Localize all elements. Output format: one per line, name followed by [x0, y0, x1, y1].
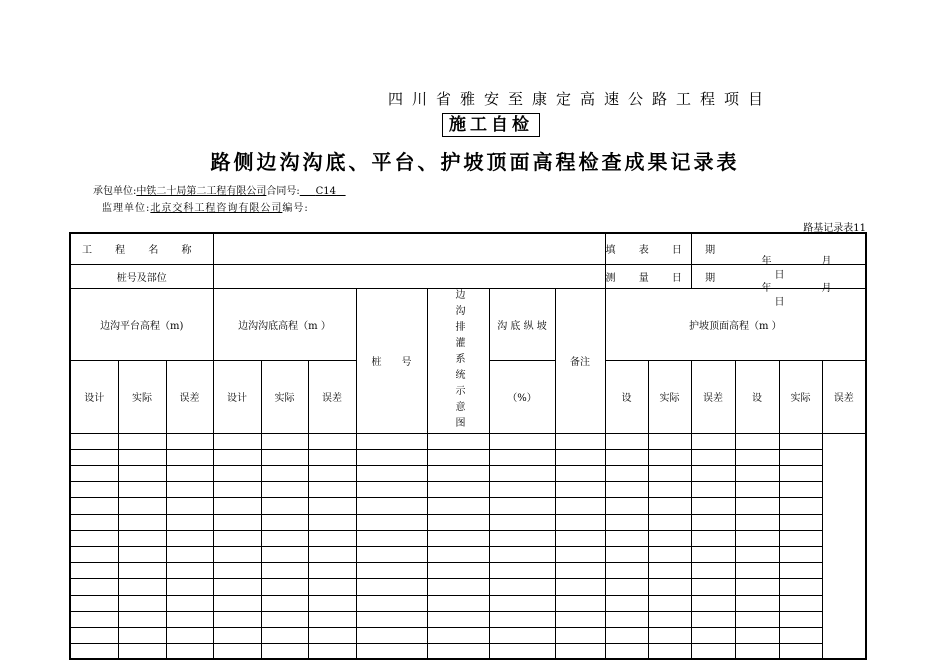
data-cell[interactable] — [166, 481, 213, 497]
data-cell[interactable] — [605, 433, 648, 449]
data-row — [70, 562, 866, 578]
data-cell[interactable] — [308, 627, 356, 643]
data-cell[interactable] — [261, 546, 308, 562]
data-row — [70, 578, 866, 595]
data-cell[interactable] — [489, 611, 555, 627]
data-cell[interactable] — [427, 627, 489, 643]
data-cell[interactable] — [356, 562, 427, 578]
data-cell[interactable] — [648, 514, 691, 530]
data-cell[interactable] — [489, 433, 555, 449]
data-cell[interactable] — [70, 611, 118, 627]
data-cell[interactable] — [735, 562, 779, 578]
data-cell[interactable] — [213, 514, 261, 530]
data-row — [70, 514, 866, 530]
data-cell[interactable] — [70, 643, 118, 659]
data-cell[interactable] — [779, 497, 822, 514]
data-cell[interactable] — [261, 433, 308, 449]
data-cell[interactable] — [70, 627, 118, 643]
data-cell[interactable] — [118, 497, 166, 514]
data-cell[interactable] — [735, 530, 779, 546]
data-cell[interactable] — [489, 562, 555, 578]
data-row — [70, 449, 866, 465]
data-cell[interactable] — [166, 562, 213, 578]
contract-number: C14 — [315, 186, 337, 197]
data-cell[interactable] — [605, 449, 648, 465]
data-cell[interactable] — [261, 595, 308, 611]
data-cell[interactable] — [691, 514, 735, 530]
data-cell[interactable] — [70, 497, 118, 514]
data-cell[interactable] — [489, 514, 555, 530]
data-cell[interactable] — [489, 627, 555, 643]
data-cell[interactable] — [605, 562, 648, 578]
data-cell[interactable] — [118, 578, 166, 595]
data-cell[interactable] — [605, 546, 648, 562]
data-cell[interactable] — [691, 546, 735, 562]
data-cell[interactable] — [213, 481, 261, 497]
data-cell[interactable] — [166, 530, 213, 546]
data-cell[interactable] — [605, 497, 648, 514]
data-cell[interactable] — [489, 546, 555, 562]
data-cell[interactable] — [70, 578, 118, 595]
data-cell[interactable] — [691, 611, 735, 627]
data-cell[interactable] — [648, 627, 691, 643]
data-row — [70, 465, 866, 481]
data-cell[interactable] — [648, 595, 691, 611]
data-cell[interactable] — [308, 546, 356, 562]
data-cell[interactable] — [489, 449, 555, 465]
data-cell[interactable] — [489, 465, 555, 481]
data-row — [70, 497, 866, 514]
data-cell[interactable] — [70, 465, 118, 481]
data-cell[interactable] — [70, 514, 118, 530]
data-cell[interactable] — [779, 514, 822, 530]
data-cell[interactable] — [213, 433, 261, 449]
inspection-table — [69, 232, 867, 660]
data-cell[interactable] — [356, 433, 427, 449]
data-cell[interactable] — [691, 578, 735, 595]
data-cell[interactable] — [605, 611, 648, 627]
station-field[interactable] — [213, 264, 605, 288]
data-cell[interactable] — [261, 449, 308, 465]
contract-label: 合同号: — [266, 186, 300, 197]
data-cell[interactable] — [691, 530, 735, 546]
data-cell[interactable] — [308, 595, 356, 611]
data-cell[interactable] — [166, 546, 213, 562]
data-cell[interactable] — [489, 530, 555, 546]
platform-design-header: 设计 — [70, 361, 118, 434]
data-cell[interactable] — [735, 627, 779, 643]
data-cell[interactable] — [735, 546, 779, 562]
protect-error-header-1: 误差 — [691, 361, 735, 434]
data-cell[interactable] — [261, 530, 308, 546]
data-cell[interactable] — [555, 562, 605, 578]
data-cell[interactable] — [356, 514, 427, 530]
data-row — [70, 627, 866, 643]
data-cell[interactable] — [648, 433, 691, 449]
data-cell[interactable] — [166, 595, 213, 611]
data-cell[interactable] — [70, 562, 118, 578]
data-cell[interactable] — [166, 433, 213, 449]
data-cell[interactable] — [356, 611, 427, 627]
station-number-header: 桩 号 — [356, 288, 427, 433]
number-label: 编号: — [282, 203, 309, 214]
group-header-row — [70, 288, 866, 361]
data-cell[interactable] — [118, 595, 166, 611]
data-cell[interactable] — [779, 562, 822, 578]
data-cell[interactable] — [779, 578, 822, 595]
data-cell[interactable] — [735, 465, 779, 481]
data-cell[interactable] — [213, 643, 261, 659]
supervisor-line — [102, 199, 309, 214]
data-cell[interactable] — [308, 481, 356, 497]
form-number: 路基记录表11 — [803, 223, 866, 234]
data-cell[interactable] — [605, 465, 648, 481]
platform-error-header: 误差 — [166, 361, 213, 434]
fill-date-label: 填 表 日 期 — [605, 233, 691, 264]
data-cell[interactable] — [605, 481, 648, 497]
data-cell[interactable] — [308, 611, 356, 627]
data-cell[interactable] — [213, 562, 261, 578]
data-row — [70, 546, 866, 562]
data-cell[interactable] — [308, 514, 356, 530]
data-cell[interactable] — [213, 465, 261, 481]
data-cell[interactable] — [779, 627, 822, 643]
data-cell[interactable] — [555, 514, 605, 530]
data-row — [70, 595, 866, 611]
data-cell[interactable] — [427, 643, 489, 659]
data-cell[interactable] — [427, 514, 489, 530]
data-cell[interactable] — [118, 465, 166, 481]
data-cell[interactable] — [308, 530, 356, 546]
contractor-label: 承包单位: — [93, 186, 137, 197]
data-cell[interactable] — [648, 449, 691, 465]
protect-design-header-1: 设 — [605, 361, 648, 434]
measure-date-label: 测 量 日 期 — [605, 264, 691, 288]
data-cell[interactable] — [213, 595, 261, 611]
data-cell[interactable] — [261, 578, 308, 595]
data-cell[interactable] — [779, 449, 822, 465]
data-cell[interactable] — [118, 643, 166, 659]
contractor-line — [93, 182, 346, 197]
data-cell[interactable] — [356, 546, 427, 562]
remarks-header: 备注 — [555, 288, 605, 433]
data-cell[interactable] — [427, 449, 489, 465]
drainage-diagram-label: 边沟排灌系统示意图 — [453, 288, 465, 433]
data-cell[interactable] — [779, 481, 822, 497]
data-cell[interactable] — [308, 449, 356, 465]
data-cell[interactable] — [166, 611, 213, 627]
project-name-field[interactable] — [213, 233, 605, 264]
data-cell[interactable] — [779, 433, 822, 449]
bottom-error-header: 误差 — [308, 361, 356, 434]
measure-date-day: 日 — [774, 297, 785, 308]
data-cell[interactable] — [489, 578, 555, 595]
data-cell[interactable] — [166, 578, 213, 595]
data-cell[interactable] — [691, 433, 735, 449]
data-cell[interactable] — [356, 627, 427, 643]
data-cell[interactable] — [308, 643, 356, 659]
data-cell[interactable] — [648, 497, 691, 514]
data-cell[interactable] — [555, 449, 605, 465]
data-cell[interactable] — [118, 433, 166, 449]
data-cell[interactable] — [70, 433, 118, 449]
data-cell[interactable] — [555, 578, 605, 595]
station-row — [70, 264, 866, 288]
data-cell[interactable] — [356, 578, 427, 595]
data-cell[interactable] — [489, 481, 555, 497]
data-cell[interactable] — [118, 627, 166, 643]
data-cell[interactable] — [427, 562, 489, 578]
data-cell[interactable] — [70, 595, 118, 611]
ditch-slope-header: 沟 底 纵 坡 — [489, 288, 555, 361]
data-row — [70, 611, 866, 627]
data-cell[interactable] — [261, 611, 308, 627]
data-cell[interactable] — [735, 643, 779, 659]
data-cell[interactable] — [555, 546, 605, 562]
data-cell[interactable] — [356, 449, 427, 465]
drainage-diagram-area — [427, 288, 489, 433]
measure-date-year: 年 — [761, 283, 772, 294]
project-name-label: 工 程 名 称 — [70, 233, 213, 264]
data-cell[interactable] — [118, 546, 166, 562]
data-cell[interactable] — [605, 595, 648, 611]
data-cell[interactable] — [555, 627, 605, 643]
data-cell[interactable] — [118, 481, 166, 497]
data-cell[interactable] — [427, 433, 489, 449]
data-cell[interactable] — [605, 627, 648, 643]
data-cell[interactable] — [70, 546, 118, 562]
data-cell[interactable] — [261, 643, 308, 659]
data-cell[interactable] — [213, 497, 261, 514]
data-cell[interactable] — [648, 530, 691, 546]
data-cell[interactable] — [70, 449, 118, 465]
data-cell[interactable] — [308, 578, 356, 595]
data-cell[interactable] — [735, 595, 779, 611]
contract-value — [300, 186, 346, 197]
data-rows — [70, 433, 866, 659]
data-cell[interactable] — [555, 611, 605, 627]
data-cell[interactable] — [308, 497, 356, 514]
data-cell[interactable] — [166, 497, 213, 514]
form-title: 路侧边沟沟底、平台、护坡顶面高程检查成果记录表 — [210, 150, 740, 174]
data-row — [70, 530, 866, 546]
project-name: 四川省雅安至康定高速公路工程项目 — [388, 90, 773, 108]
data-cell[interactable] — [735, 481, 779, 497]
fill-date-day: 日 — [774, 269, 785, 281]
supervisor-value: 北京交科工程咨询有限公司 — [150, 203, 283, 214]
data-cell[interactable] — [118, 611, 166, 627]
data-cell[interactable] — [166, 643, 213, 659]
data-cell[interactable] — [779, 530, 822, 546]
data-cell[interactable] — [308, 465, 356, 481]
data-cell[interactable] — [691, 562, 735, 578]
measure-date-month: 月 — [821, 283, 832, 294]
data-cell[interactable] — [213, 546, 261, 562]
project-name-row — [70, 233, 866, 264]
data-cell[interactable] — [605, 643, 648, 659]
protect-actual-header-1: 实际 — [648, 361, 691, 434]
data-cell[interactable] — [427, 595, 489, 611]
data-cell[interactable] — [489, 643, 555, 659]
data-cell[interactable] — [648, 611, 691, 627]
data-cell[interactable] — [356, 497, 427, 514]
data-cell[interactable] — [427, 530, 489, 546]
data-cell[interactable] — [213, 627, 261, 643]
data-cell[interactable] — [489, 497, 555, 514]
data-cell[interactable] — [691, 449, 735, 465]
data-cell[interactable] — [605, 530, 648, 546]
data-cell[interactable] — [735, 611, 779, 627]
protect-actual-header-2: 实际 — [779, 361, 822, 434]
data-cell[interactable] — [605, 514, 648, 530]
data-cell[interactable] — [555, 465, 605, 481]
data-cell[interactable] — [648, 562, 691, 578]
data-cell[interactable] — [427, 497, 489, 514]
bottom-design-header: 设计 — [213, 361, 261, 434]
data-cell[interactable] — [427, 611, 489, 627]
data-cell[interactable] — [427, 465, 489, 481]
data-cell[interactable] — [735, 578, 779, 595]
data-cell[interactable] — [213, 611, 261, 627]
data-cell[interactable] — [605, 578, 648, 595]
data-cell[interactable] — [261, 481, 308, 497]
bottom-actual-header: 实际 — [261, 361, 308, 434]
data-cell[interactable] — [166, 465, 213, 481]
data-cell[interactable] — [166, 514, 213, 530]
data-cell[interactable] — [648, 465, 691, 481]
data-cell[interactable] — [356, 595, 427, 611]
data-cell[interactable] — [356, 481, 427, 497]
data-cell[interactable] — [213, 530, 261, 546]
data-cell[interactable] — [308, 562, 356, 578]
data-cell[interactable] — [261, 627, 308, 643]
data-cell[interactable] — [648, 643, 691, 659]
data-cell[interactable] — [555, 497, 605, 514]
data-cell[interactable] — [691, 627, 735, 643]
data-cell[interactable] — [308, 433, 356, 449]
protect-design-header-2: 设 — [735, 361, 779, 434]
data-cell[interactable] — [555, 530, 605, 546]
data-cell[interactable] — [261, 514, 308, 530]
data-cell[interactable] — [118, 562, 166, 578]
data-cell[interactable] — [427, 546, 489, 562]
data-cell[interactable] — [555, 433, 605, 449]
protect-slope-elevation-header: 护坡顶面高程（m ） — [605, 288, 866, 361]
data-cell[interactable] — [555, 595, 605, 611]
station-label: 桩号及部位 — [70, 264, 213, 288]
supervisor-label: 监理单位: — [102, 203, 151, 214]
data-cell[interactable] — [118, 530, 166, 546]
data-row — [70, 643, 866, 659]
data-cell[interactable] — [735, 514, 779, 530]
data-cell[interactable] — [166, 449, 213, 465]
data-cell[interactable] — [118, 449, 166, 465]
data-row — [70, 481, 866, 497]
data-cell[interactable] — [427, 481, 489, 497]
data-cell[interactable] — [648, 578, 691, 595]
contractor-value: 中铁二十局第二工程有限公司 — [136, 186, 267, 197]
data-cell[interactable] — [261, 562, 308, 578]
data-cell[interactable] — [213, 578, 261, 595]
data-cell[interactable] — [691, 595, 735, 611]
data-cell[interactable] — [735, 497, 779, 514]
data-cell[interactable] — [555, 643, 605, 659]
data-cell[interactable] — [648, 546, 691, 562]
data-cell[interactable] — [779, 611, 822, 627]
platform-elevation-header: 边沟平台高程（m) — [70, 288, 213, 361]
data-cell[interactable] — [356, 530, 427, 546]
data-cell[interactable] — [779, 643, 822, 659]
data-cell[interactable] — [261, 497, 308, 514]
data-row — [70, 433, 866, 449]
data-cell[interactable] — [691, 465, 735, 481]
data-cell[interactable] — [555, 481, 605, 497]
data-cell[interactable] — [213, 449, 261, 465]
data-cell[interactable] — [489, 595, 555, 611]
data-cell[interactable] — [166, 627, 213, 643]
data-cell[interactable] — [735, 433, 779, 449]
fill-date-year: 年 — [761, 255, 772, 267]
ditch-bottom-elevation-header: 边沟沟底高程（m ） — [213, 288, 356, 361]
data-cell[interactable] — [691, 497, 735, 514]
data-cell[interactable] — [779, 595, 822, 611]
self-check-stamp: 施工自检 — [442, 113, 540, 137]
platform-actual-header: 实际 — [118, 361, 166, 434]
data-cell[interactable] — [70, 530, 118, 546]
data-cell[interactable] — [118, 514, 166, 530]
data-cell[interactable] — [779, 546, 822, 562]
protect-error-header-2: 误差 — [822, 361, 866, 434]
fill-date-month: 月 — [821, 255, 832, 267]
data-cell[interactable] — [691, 481, 735, 497]
data-cell[interactable] — [779, 465, 822, 481]
ditch-slope-unit: （%） — [489, 361, 555, 434]
data-cell[interactable] — [735, 449, 779, 465]
data-cell[interactable] — [691, 643, 735, 659]
data-cell[interactable] — [356, 643, 427, 659]
data-cell[interactable] — [70, 481, 118, 497]
data-cell[interactable] — [261, 465, 308, 481]
data-cell[interactable] — [356, 465, 427, 481]
data-cell[interactable] — [427, 578, 489, 595]
data-cell[interactable] — [648, 481, 691, 497]
